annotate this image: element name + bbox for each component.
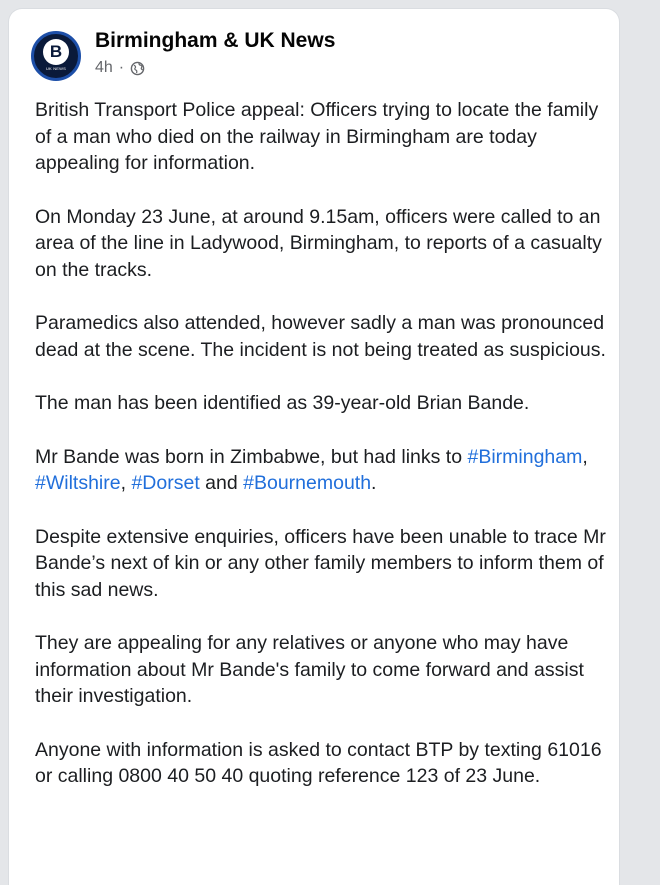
page-avatar[interactable] — [31, 31, 81, 81]
post-meta — [95, 59, 145, 77]
globe-icon — [130, 61, 145, 76]
hashtag-bournemouth[interactable]: #Bournemouth — [243, 472, 372, 494]
avatar-subtext: UK NEWS — [45, 66, 67, 71]
hashtag-birmingham[interactable]: #Birmingham — [467, 445, 583, 468]
hashtag-dorset[interactable]: #Dorset — [131, 472, 200, 494]
post-timestamp[interactable]: 4h — [95, 59, 113, 76]
post-paragraph: Despite extensive enquiries, officers have been unable to trace Mr Bande’s next of kin or any other family members to inform them of this sad news. — [35, 525, 606, 601]
hashtag-wiltshire[interactable]: #Wiltshire — [35, 472, 121, 494]
post-paragraph-hashtags — [35, 444, 615, 497]
and-word: and — [205, 472, 238, 494]
avatar-letter: B — [43, 39, 69, 65]
post-header — [31, 27, 591, 83]
comma: , — [582, 445, 588, 468]
hashtag-intro: Mr Bande was born in Zimbabwe, but had links to — [35, 445, 463, 468]
meta-separator: · — [118, 59, 125, 76]
post-paragraph: On Monday 23 June, at around 9.15am, officers were called to an area of the line in Ladywood, Birmingham, to reports of a casualty on the tracks. — [35, 205, 602, 281]
page-name[interactable]: Birmingham & UK News — [95, 29, 336, 52]
post-body — [35, 97, 615, 817]
post-paragraph: They are appealing for any relatives or anyone who may have information about Mr Bande's family to come forward and assist their investigation. — [35, 632, 584, 707]
comma: , — [120, 472, 127, 494]
post-paragraph: The man has been identified as 39-year-old Brian Bande. — [35, 392, 530, 414]
post-paragraph: British Transport Police appeal: Officers trying to locate the family of a man who died on the railway in Birmingham are today appealing for information. — [35, 99, 599, 174]
post-paragraph: Paramedics also attended, however sadly a man was pronounced dead at the scene. The incident is not being treated as suspicious. — [35, 312, 606, 361]
period: . — [371, 472, 377, 494]
post-paragraph: Anyone with information is asked to contact BTP by texting 61016 or calling 0800 40 50 40 quoting reference 123 of 23 June. — [35, 738, 602, 787]
post-card — [8, 8, 620, 885]
